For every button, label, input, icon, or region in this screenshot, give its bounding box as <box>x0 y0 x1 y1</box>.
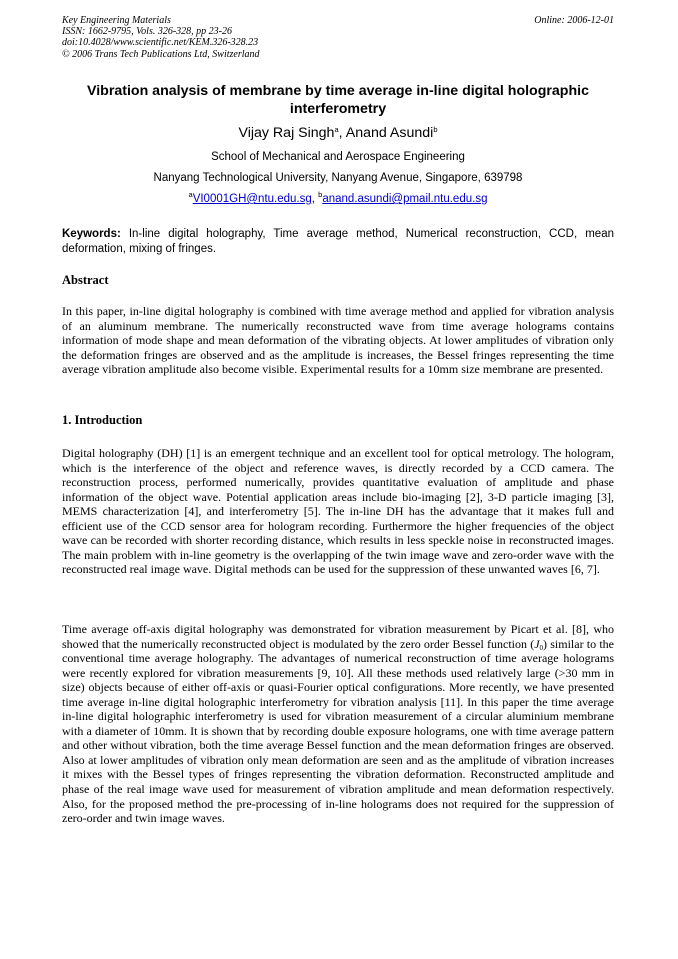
journal-name: Key Engineering Materials <box>62 15 171 26</box>
introduction-paragraph <box>62 622 614 826</box>
email-link[interactable]: anand.asundi@pmail.ntu.edu.sg <box>322 193 488 205</box>
abstract-text: In this paper, in-line digital holography is combined with time average method and applied for vibration analysis of an aluminum membrane. The numerically reconstructed wave from time average holograms contains information of mode shape and mean deformation of the vibrating objects. At lower amplitudes of vibration only the deformation fringes are observed and as the amplitude is increases, the Bessel fringes representing the time average vibration amplitude also become visible. Experimental results for a 10mm size membrane are presented. <box>62 304 614 377</box>
issn-line: ISSN: 1662-9795, Vols. 326-328, pp 23-26 <box>62 26 232 38</box>
paragraph-text: ) similar to the conventional time average holography. The advantages of numerical reconstruction of time average holograms were recently explored for vibration measurements [9, 10]. All these methods used relatively large (>30 mm in size) objects because of either off-axis or quasi-Fourier optical configurations. More recently, we have presented time average in-line digital holographic interferometry for vibration analysis [11]. In this paper the time average in-line digital holographic interferometry is used for vibration measurement of a circular aluminium membrane with a diameter of 10mm. It is shown that by recording double exposure holograms, one with time average pattern and other without vibration, both the time average Bessel function and the mean deformation fringes are observed. Also at lower amplitudes of vibration only mean deformation are seen and as the amplitude of vibration increases it mixes with the Bessel types of fringes representing the vibration deformation. Reconstructed amplitude and phase of the real image wave used for measurement of vibration amplitude and mean deformation respectively. Also, for the proposed method the pre-processing of in-line holograms does not required for the suppression of zero-order and twin image waves. <box>62 636 614 826</box>
author-name: Anand Asundi <box>345 125 434 141</box>
author-list <box>62 124 614 142</box>
introduction-heading: 1. Introduction <box>62 413 143 427</box>
paragraph-text: Time average off-axis digital holography was demonstrated for vibration measurement by Picart et al. [8], who showed that the numerically reconstructed object is modulated by the zero order Bessel function ( <box>62 622 614 651</box>
author-separator: , <box>338 125 346 141</box>
introduction-paragraph: Digital holography (DH) [1] is an emergent technique and an excellent tool for optical metrology. The hologram, which is the interference of the object and reference waves, is directly recorded by a CCD camera. The reconstruction process, performed numerically, provides quantitative evaluation of amplitude and phase information of the object wave. Potential application areas include bio-imaging [2], 3-D particle imaging [3], MEMS characterization [4], and interferometry [5]. The in-line DH has the advantage that it makes full and efficient use of the CCD sensor area for hologram recording. Furthermore the higher frequencies of the object wave can be recorded with shorter recording distance, which results in less speckle noise in reconstructed images. The main problem with in-line geometry is the overlapping of the twin image wave and zero-order wave with the reconstructed real image wave. Digital methods can be used for the suppression of these unwanted waves [6, 7]. <box>62 446 614 577</box>
bessel-symbol <box>534 637 543 651</box>
abstract-heading: Abstract <box>62 273 109 287</box>
keywords-block <box>62 227 614 256</box>
affiliation-school: School of Mechanical and Aerospace Engineering <box>211 151 465 163</box>
copyright-line: © 2006 Trans Tech Publications Ltd, Switzerland <box>62 48 260 60</box>
email-link[interactable]: VI0001GH@ntu.edu.sg <box>192 193 312 205</box>
journal-header <box>62 15 614 60</box>
keywords-label: Keywords: <box>62 228 121 240</box>
doi-line: doi:10.4028/www.scientific.net/KEM.326-328.23 <box>62 37 259 49</box>
bessel-subscript: 0 <box>539 643 544 652</box>
bessel-letter: J <box>534 636 540 651</box>
author-name: Vijay Raj Singh <box>238 125 335 141</box>
keywords-text: In-line digital holography, Time average method, Numerical reconstruction, CCD, mean deformation, mixing of fringes. <box>62 228 614 255</box>
email-marker: b <box>318 190 323 199</box>
email-marker: a <box>188 190 193 199</box>
author-emails <box>62 192 614 206</box>
affiliation-university: Nanyang Technological University, Nanyang Avenue, Singapore, 639798 <box>153 172 523 184</box>
author-marker: b <box>433 125 438 134</box>
email-separator: , <box>311 193 319 205</box>
paper-title: Vibration analysis of membrane by time average in-line digital holographic interferometry <box>87 83 589 117</box>
online-date: Online: 2006-12-01 <box>534 15 614 26</box>
author-marker: a <box>334 125 339 134</box>
